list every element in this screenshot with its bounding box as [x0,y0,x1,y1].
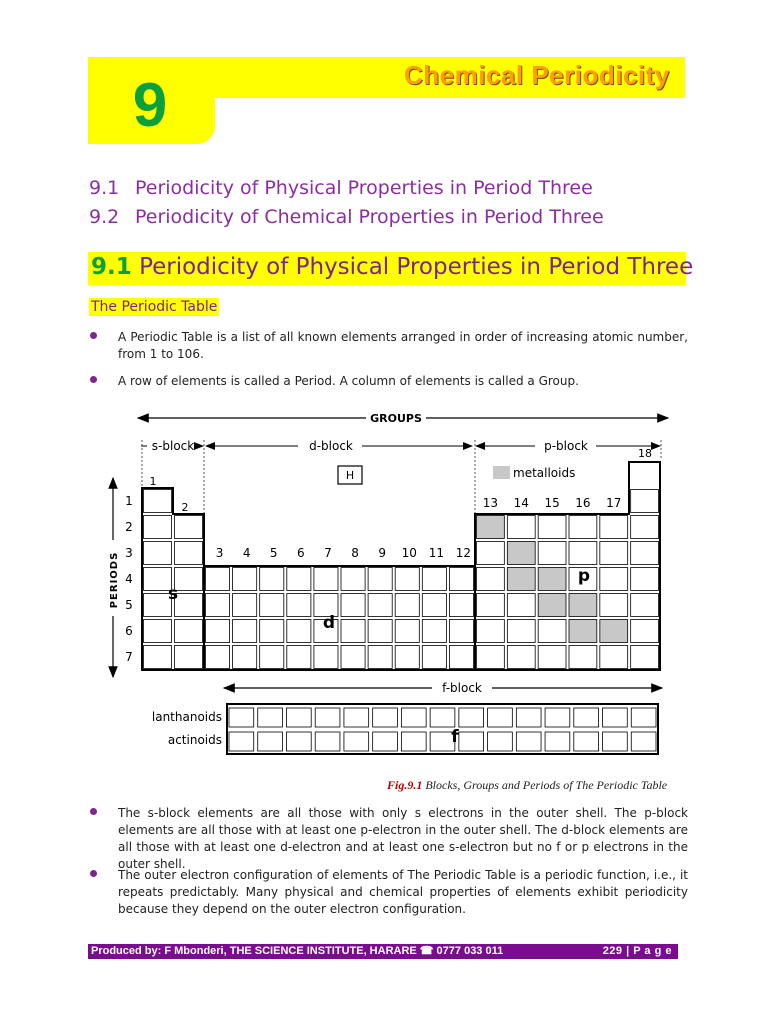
element-cell [395,620,419,643]
group-number: 14 [513,496,529,510]
element-cell [144,620,172,643]
bullet-dot [90,808,97,815]
f-element-cell [430,708,455,727]
element-cell [477,516,505,539]
element-cell [507,594,535,617]
element-cell [233,594,257,617]
element-cell [233,646,257,669]
element-cell [341,568,365,591]
element-cell [538,516,566,539]
group-number: 18 [638,447,652,460]
element-cell [600,516,628,539]
element-cell [449,568,473,591]
element-cell [368,646,392,669]
f-element-cell [631,732,656,751]
bullet-text: The outer electron configuration of elements of The Periodic Table is a periodic function, i.e., it repeats predictably. Many physical and chemical properties of elements exhibit periodicity because they depend on the outer electron configuration. [118,868,688,916]
element-cell [477,594,505,617]
toc-label: Periodicity of Physical Properties in Period Three [135,177,593,199]
bullet-item [90,805,688,873]
element-cell [477,542,505,565]
element-cell [631,646,659,669]
footer-page-number: 229 | P a g e [602,945,672,957]
element-cell [449,620,473,643]
actinoids-label: actinoids [167,733,222,747]
element-cell [144,516,172,539]
f-element-cell [373,708,398,727]
element-cell [175,620,203,643]
d-group-numbers [216,546,471,560]
p-group-numbers [483,496,622,510]
f-element-cell [516,708,541,727]
bullet-dot [90,870,97,877]
f-element-cell [401,708,426,727]
group-number: 10 [401,546,417,560]
f-element-cell [258,732,283,751]
f-element-cell [631,708,656,727]
element-cell [569,620,597,643]
hydrogen-label: H [345,469,355,482]
figure-caption [387,778,667,793]
bullet-text: A row of elements is called a Period. A column of elements is called a Group. [118,374,579,388]
element-cell [631,620,659,643]
group-number: 6 [297,546,305,560]
element-cell [175,646,203,669]
p-block-label: p-block [544,439,588,453]
p-block-letter: p [577,566,591,586]
element-cell [600,594,628,617]
element-cell [175,542,203,565]
d-block-label: d-block [309,439,353,453]
d-block-letter: d [322,613,336,633]
metalloids-label: metalloids [513,466,576,480]
f-element-cell [459,708,484,727]
element-cell [600,646,628,669]
chapter-title: Chemical Periodicity [404,60,670,90]
sub-heading: The Periodic Table [91,299,218,315]
element-cell [206,568,230,591]
element-cell [233,620,257,643]
element-cell [631,490,659,513]
f-element-cell [545,732,570,751]
group-number: 3 [215,546,224,560]
s-block-letter: s [167,584,179,604]
element-cell [395,646,419,669]
element-cell [569,594,597,617]
group-number: 5 [269,546,278,560]
f-element-cell [315,732,340,751]
f-element-cell [401,732,426,751]
element-cell [260,646,284,669]
period-number: 7 [125,650,133,664]
group-number: 12 [455,546,472,560]
f-element-cell [286,732,311,751]
group-number: 17 [606,496,622,510]
footer-credit: Produced by: F Mbonderi, THE SCIENCE INSTITUTE, HARARE ☎ 0777 033 011 [91,945,504,957]
f-element-cell [574,732,599,751]
element-cell [368,568,392,591]
element-cell [600,568,628,591]
element-cell [206,646,230,669]
element-cell [600,620,628,643]
element-cell [631,516,659,539]
element-cell [260,568,284,591]
lanthanoids-label: lanthanoids [151,710,222,724]
bullet-text: The s-block elements are all those with only s electrons in the outer shell. The p-block elements are all those with at least one p-electron in the outer shell. The d-block elements are all those with at least one d-electron and at least one s-electron but no f or p electrons in the outer shell. [118,806,688,871]
element-cell [395,568,419,591]
element-cell [206,594,230,617]
f-element-cell [488,732,513,751]
element-cell [538,620,566,643]
element-cell [175,568,203,591]
f-element-cell [258,708,283,727]
f-element-cell [344,732,369,751]
element-cell [422,594,446,617]
period-number: 1 [125,494,133,508]
element-cell [287,646,311,669]
element-cell [260,594,284,617]
f-element-cell [574,708,599,727]
element-cell [341,594,365,617]
groups-label: GROUPS [370,412,422,425]
period-numbers [125,494,133,664]
f-element-cell [545,708,570,727]
period-number: 2 [125,520,133,534]
element-cell [569,646,597,669]
f-element-cell [603,708,628,727]
period-number: 3 [125,546,133,560]
period-number: 4 [125,572,133,586]
group-number: 13 [482,496,499,510]
f-element-cell [229,732,254,751]
element-cell [368,594,392,617]
element-cell [175,516,203,539]
bullet-item [90,867,688,918]
f-cells [229,708,656,751]
element-cell [144,542,172,565]
element-cell [341,646,365,669]
f-element-cell [286,708,311,727]
element-cell [422,620,446,643]
f-element-cell [459,732,484,751]
element-cell [538,646,566,669]
section-number: 9.1 [91,254,132,280]
f-element-cell [229,708,254,727]
toc-number: 9.2 [89,206,120,228]
element-cell [569,516,597,539]
element-cell [631,568,659,591]
element-cell [569,542,597,565]
f-element-cell [516,732,541,751]
group-number: 7 [324,546,332,560]
element-cell [507,516,535,539]
element-cell [449,646,473,669]
element-cell [631,542,659,565]
element-cell [341,620,365,643]
element-cell [287,568,311,591]
element-cell [422,646,446,669]
element-cell [422,568,446,591]
f-element-cell [603,732,628,751]
element-cell [507,620,535,643]
toc-number: 9.1 [89,177,120,199]
group-number: 1 [149,475,157,488]
element-cell [477,620,505,643]
group-number: 15 [544,496,560,510]
section-title-text: Periodicity of Physical Properties in Period Three [139,254,694,280]
figure-number: Fig.9.1 [387,778,423,792]
element-cell [600,542,628,565]
element-cell [395,594,419,617]
f-element-cell [315,708,340,727]
element-cell [287,594,311,617]
page-footer [88,944,678,959]
element-cell [507,646,535,669]
element-cell [477,568,505,591]
element-cell [368,620,392,643]
element-cell [144,646,172,669]
element-cell [538,594,566,617]
toc-label: Periodicity of Chemical Properties in Period Three [135,206,604,228]
periods-label: PERIODS [109,551,120,609]
f-block-letter: f [451,727,459,747]
element-cell [260,620,284,643]
element-cell [449,594,473,617]
f-element-cell [488,708,513,727]
element-cell [314,646,338,669]
element-cell [175,594,203,617]
f-element-cell [344,708,369,727]
metalloid-swatch [493,466,510,479]
bullet-text: A Periodic Table is a list of all known elements arranged in order of increasing atomic number, from 1 to 106. [118,330,688,361]
f-element-cell [373,732,398,751]
period-number: 5 [125,598,133,612]
s-block-label: s-block [151,439,195,453]
element-cell [631,594,659,617]
element-cell [507,568,535,591]
element-cell [507,542,535,565]
chapter-number: 9 [132,71,168,140]
group-number: 9 [378,546,386,560]
element-cell [206,620,230,643]
element-cell [287,620,311,643]
group-number: 8 [351,546,359,560]
element-cell [233,568,257,591]
period-number: 6 [125,624,133,638]
element-cell [538,568,566,591]
group-number: 2 [181,501,189,514]
group-number: 4 [242,546,251,560]
element-cell [538,542,566,565]
element-cell [314,568,338,591]
group-number: 16 [575,496,591,510]
element-cell [477,646,505,669]
f-block-label: f-block [442,681,482,695]
group-number: 11 [428,546,444,560]
figure-caption-text: Blocks, Groups and Periods of The Periodic Table [422,778,668,792]
element-cell [144,490,172,513]
